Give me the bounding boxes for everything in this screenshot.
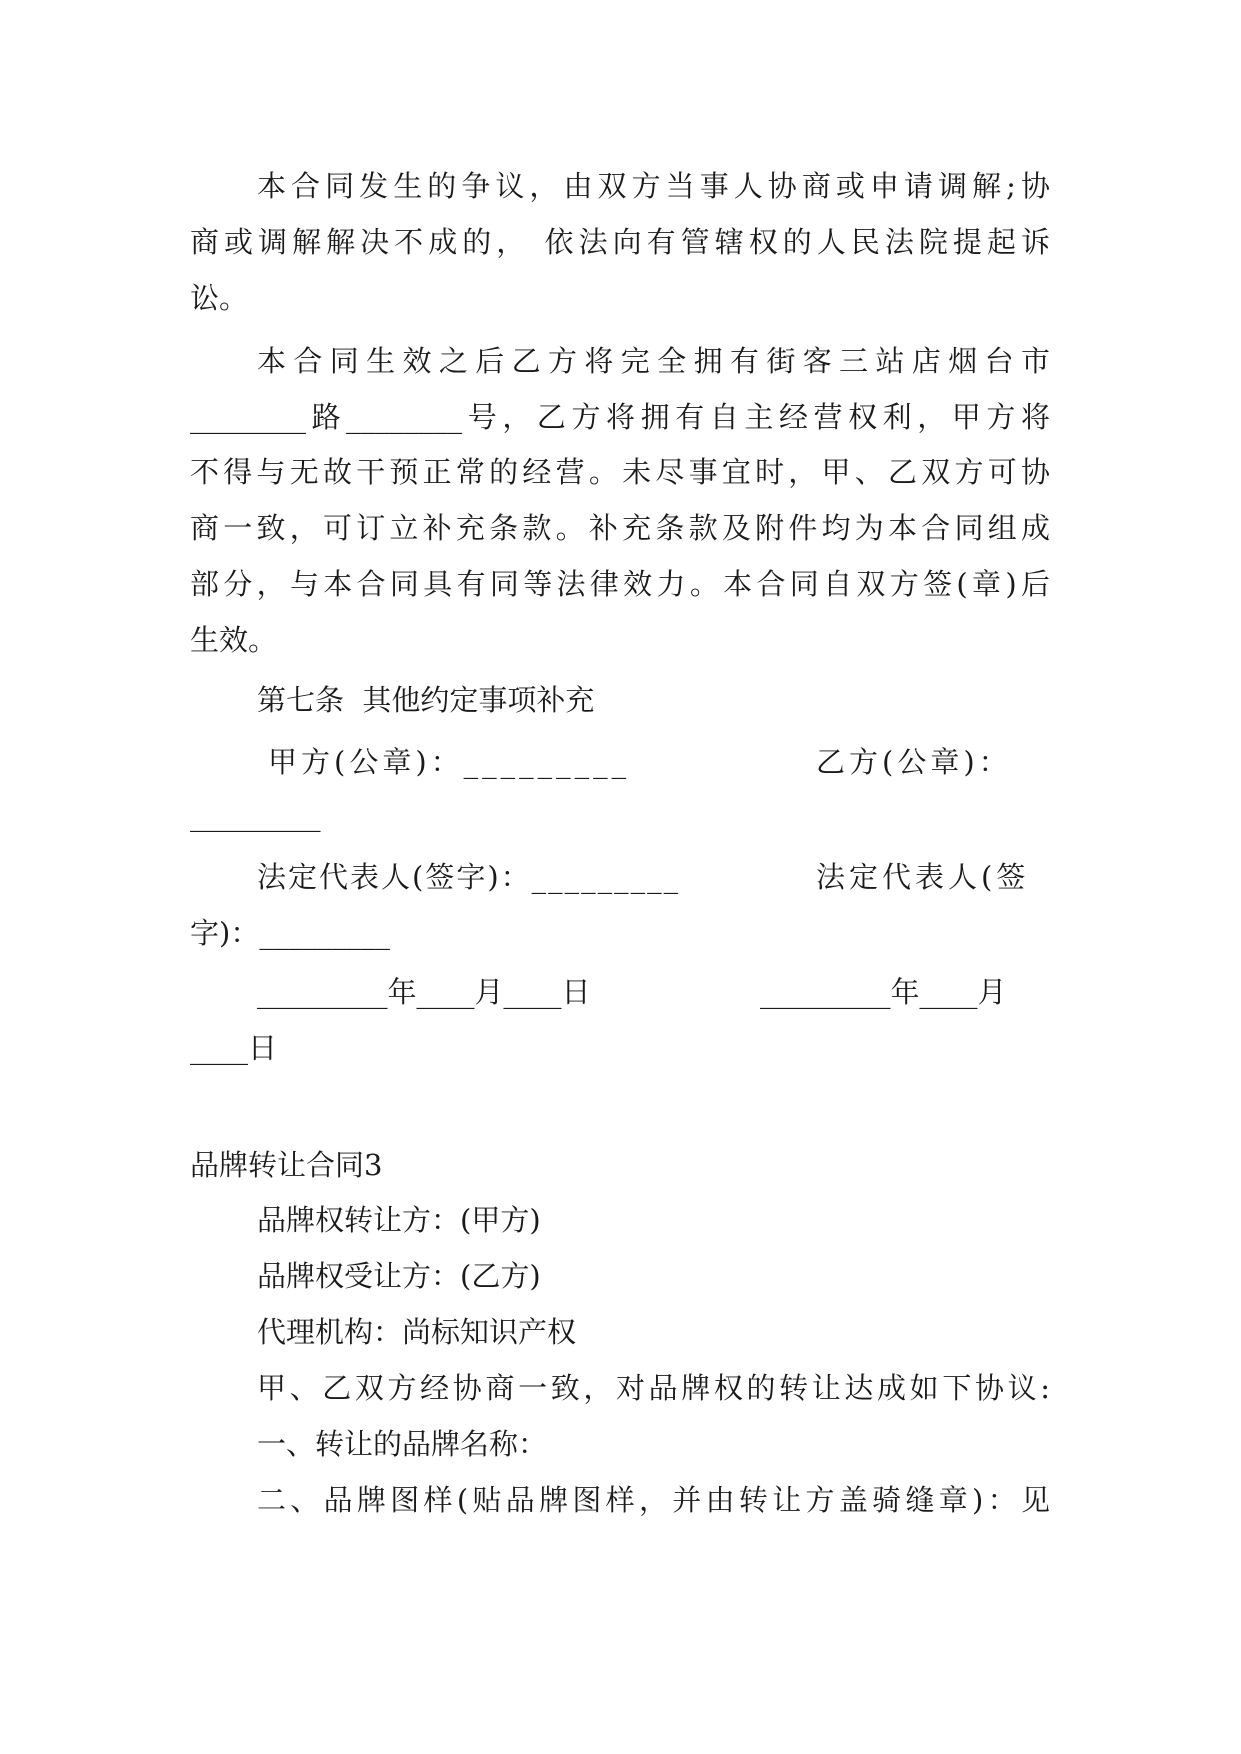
- party-b-seal: 乙方(公章)：: [816, 745, 1012, 779]
- effect-line-6: 生效。: [190, 623, 278, 657]
- legal-rep-b-cont: 字)：_________: [190, 916, 390, 950]
- date-b-cont: ____日: [190, 1031, 278, 1065]
- item-2-brand-design: 二、品牌图样(贴品牌图样，并由转让方盖骑缝章)：见: [257, 1483, 1050, 1517]
- legal-rep-a: 法定代表人(签字)：_________: [257, 860, 681, 894]
- dispute-line-3: 讼。: [190, 281, 249, 315]
- agency-line: 代理机构：尚标知识产权: [257, 1315, 577, 1349]
- party-b-seal-blank: _________: [190, 798, 321, 832]
- effect-line-2: ________路________号，乙方将拥有自主经营权利，甲方将: [190, 400, 1050, 434]
- transferee-line: 品牌权受让方：(乙方): [257, 1259, 541, 1293]
- item-1-brand-name: 一、转让的品牌名称：: [257, 1427, 548, 1461]
- legal-rep-b: 法定代表人(签: [816, 860, 1030, 894]
- effect-line-4: 商一致，可订立补充条款。补充条款及附件均为本合同组成: [190, 511, 1050, 545]
- effect-line-5: 部分，与本合同具有同等法律效力。本合同自双方签(章)后: [190, 567, 1050, 601]
- party-a-seal: 甲方(公章)：_________: [268, 745, 631, 779]
- dispute-line-1: 本合同发生的争议，由双方当事人协商或申请调解;协: [257, 169, 1050, 203]
- contract-3-title: 品牌转让合同3: [190, 1148, 383, 1182]
- effect-line-3: 不得与无故干预正常的经营。未尽事宜时，甲、乙双方可协: [190, 455, 1050, 489]
- transferor-line: 品牌权转让方：(甲方): [257, 1203, 541, 1237]
- effect-line-1: 本合同生效之后乙方将完全拥有街客三站店烟台市: [257, 344, 1050, 378]
- article-7-heading: 第七条 其他约定事项补充: [257, 683, 595, 717]
- agreement-line: 甲、乙双方经协商一致，对品牌权的转让达成如下协议:: [257, 1371, 1050, 1405]
- dispute-line-2: 商或调解解决不成的， 依法向有管辖权的人民法院提起诉: [190, 225, 1050, 259]
- date-b: _________年____月: [760, 975, 1007, 1009]
- date-a: _________年____月____日: [257, 975, 591, 1009]
